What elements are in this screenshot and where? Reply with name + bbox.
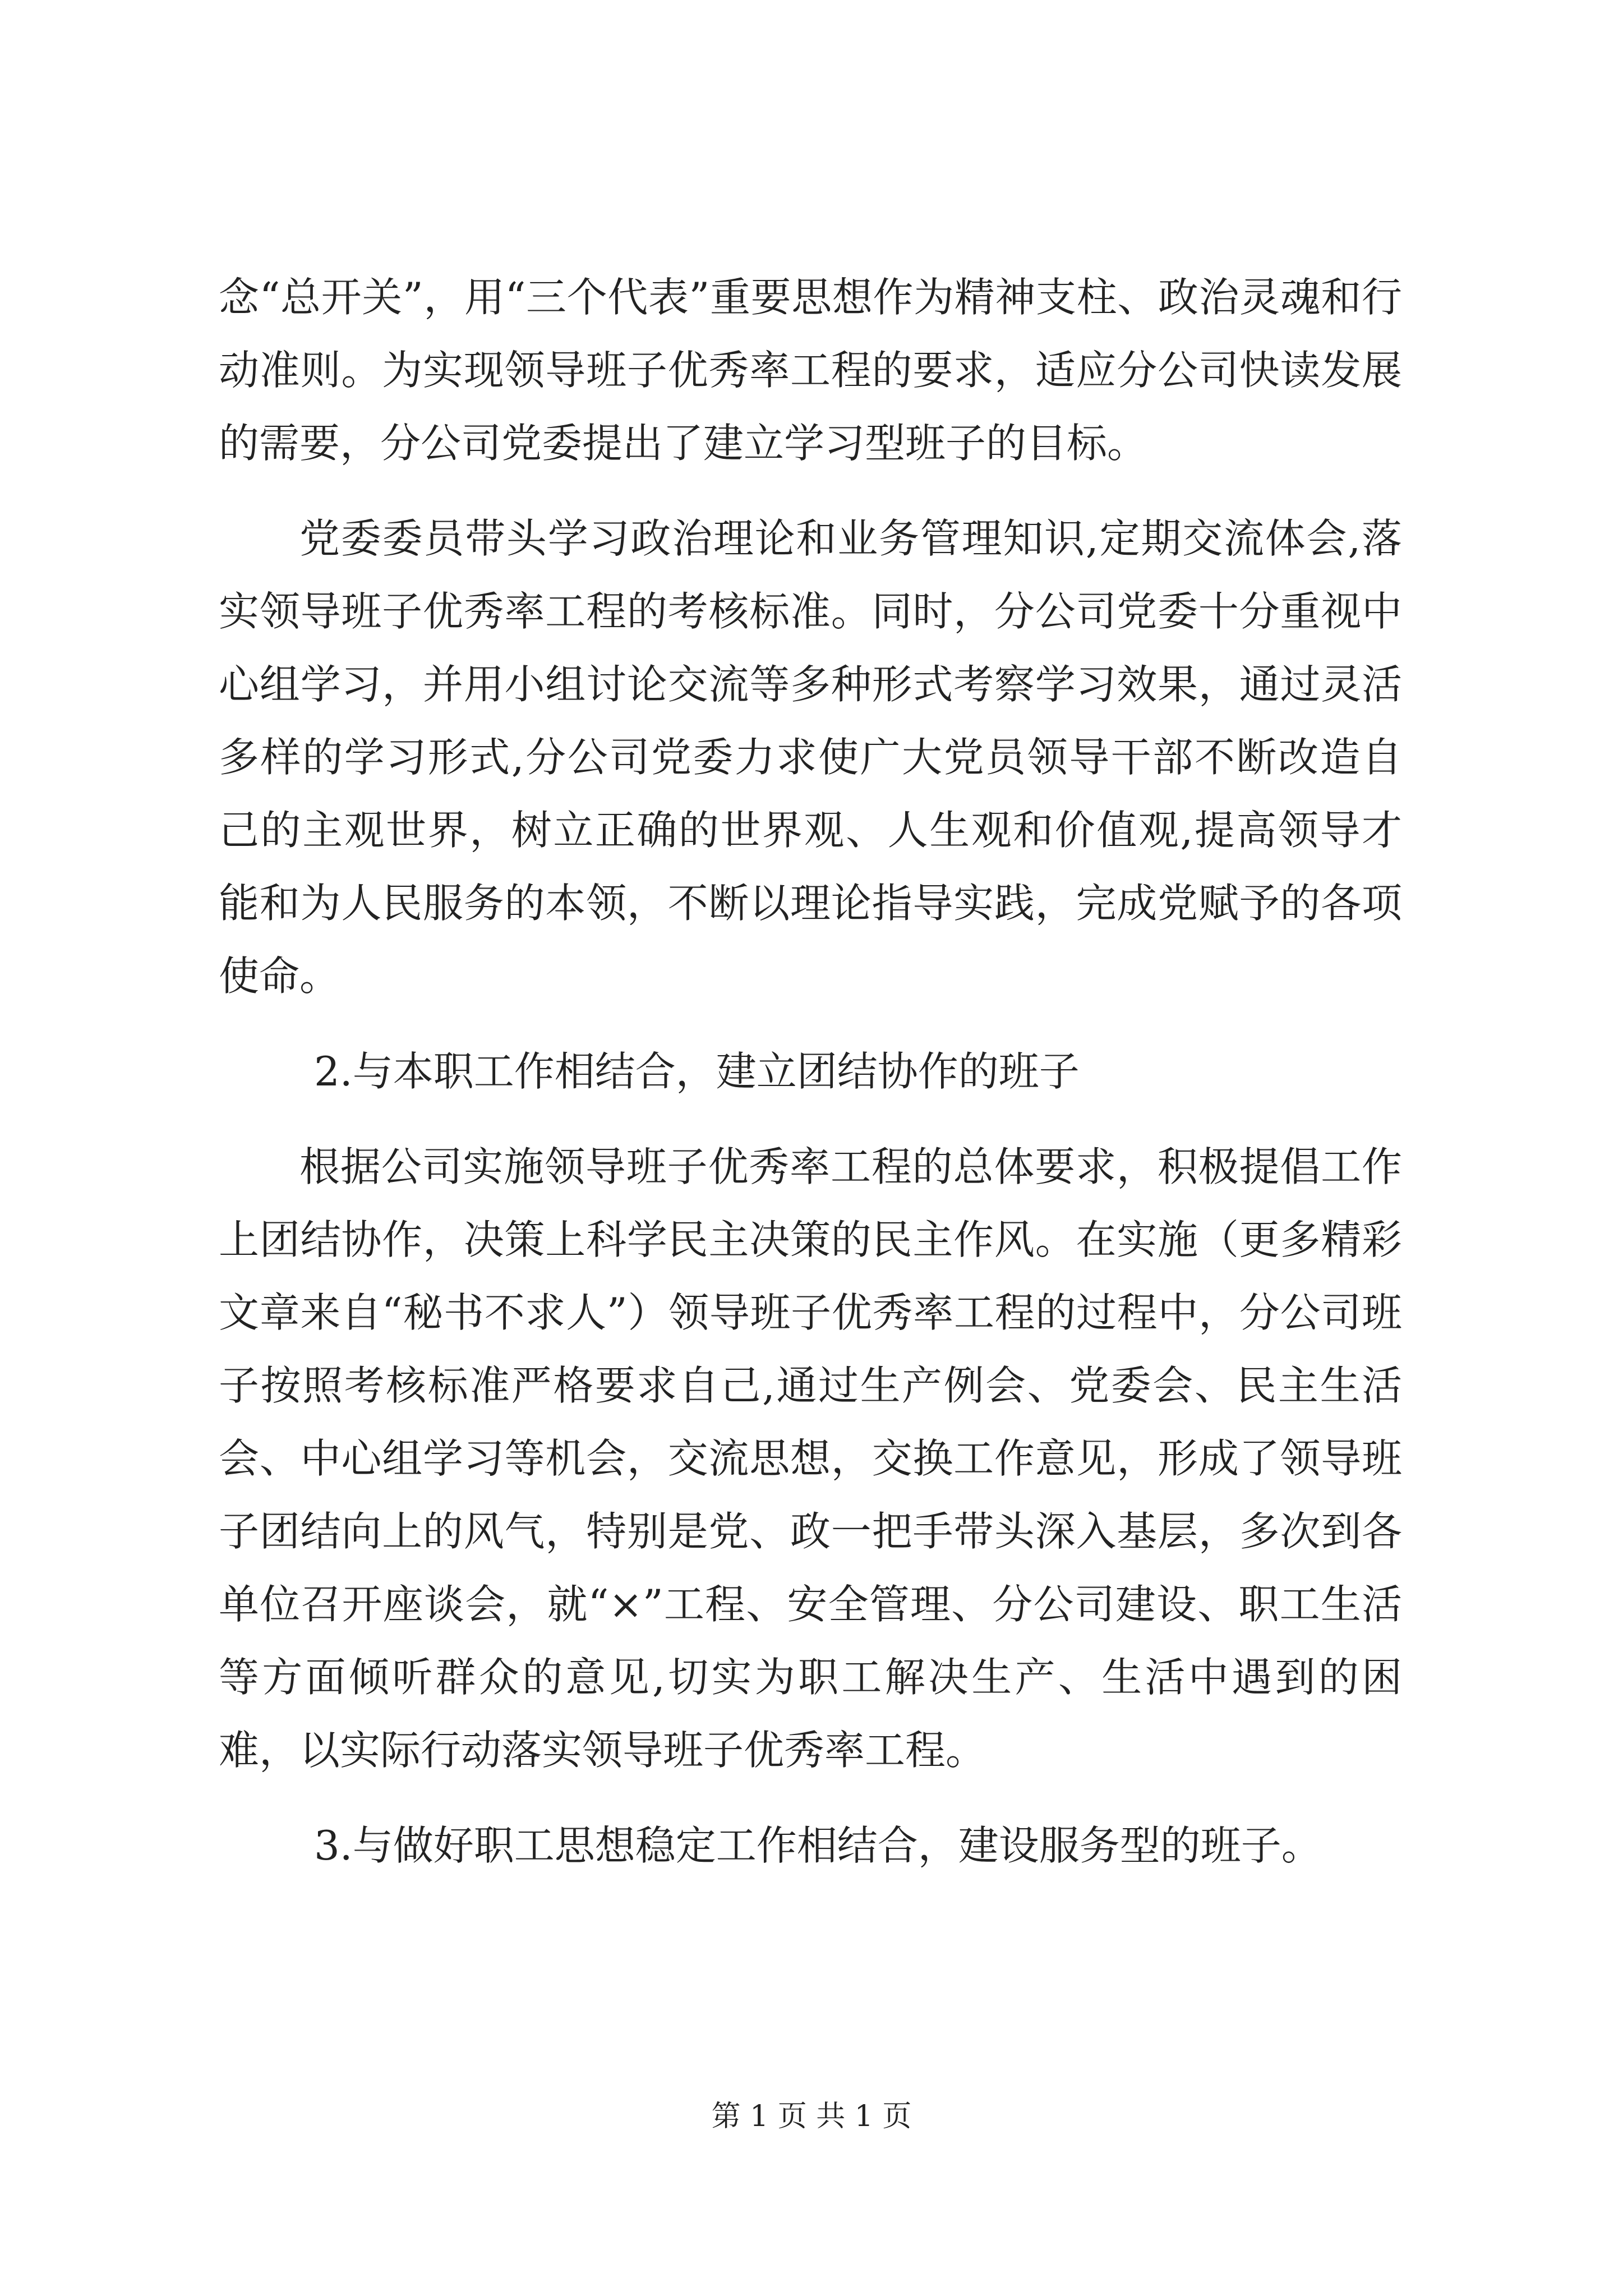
section-heading-3: 3.与做好职工思想稳定工作相结合，建设服务型的班子。 (314, 1822, 1322, 1869)
page-footer: 第 1 页 共 1 页 (711, 2100, 912, 2133)
paragraph-gap (219, 1787, 1402, 1809)
document-body (219, 261, 1402, 1882)
paragraph-gap (219, 1108, 1402, 1130)
paragraph-gap (219, 480, 1402, 502)
paragraph-continuation: 念“总开关”，用“三个代表”重要思想作为精神支柱、政治灵魂和行动准则。为实现领导班子优秀率工程的要求，适应分公司快读发展的需要，分公司党委提出了建立学习型班子的目标。 (219, 274, 1402, 467)
paragraph-gap (219, 1013, 1402, 1035)
paragraph-cooperation: 根据公司实施领导班子优秀率工程的总体要求，积极提倡工作上团结协作，决策上科学民主决策的民主作风。在实施（更多精彩文章来自“秘书不求人”）领导班子优秀率工程的过程中，分公司班子按照考核标准严格要求自己,通过生产例会、党委会、民主生活会、中心组学习等机会，交流思想，交换工作意见，形成了领导班子团结向上的风气，特别是党、政一把手带头深入基层，多次到各单位召开座谈会，就“×”工程、安全管理、分公司建设、职工生活等方面倾听群众的意见,切实为职工解决生产、生活中遇到的困难，以实际行动落实领导班子优秀率工程。 (219, 1143, 1402, 1774)
paragraph-study-team: 党委委员带头学习政治理论和业务管理知识,定期交流体会,落实领导班子优秀率工程的考核标准。同时，分公司党委十分重视中心组学习，并用小组讨论交流等多种形式考察学习效果，通过灵活多样的学习形式,分公司党委力求使广大党员领导干部不断改造自己的主观世界，树立正确的世界观、人生观和价值观,提高领导才能和为人民服务的本领，不断以理论指导实践，完成党赋予的各项使命。 (219, 515, 1402, 1000)
section-heading-2: 2.与本职工作相结合，建立团结协作的班子 (314, 1048, 1080, 1095)
